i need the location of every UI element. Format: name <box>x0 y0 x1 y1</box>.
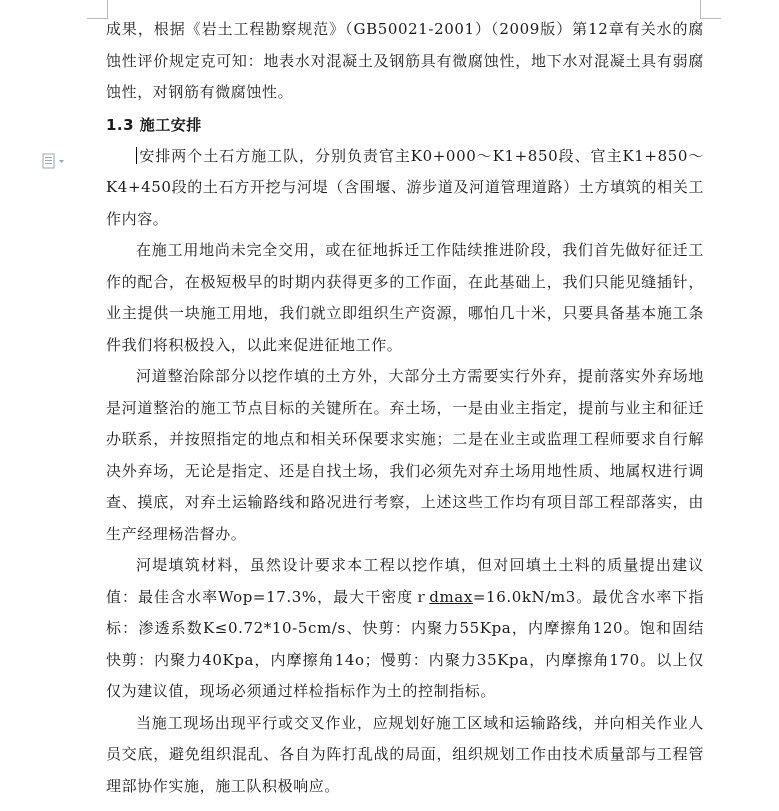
text-cursor <box>136 147 137 164</box>
section-heading: 1.3 施工安排 <box>106 115 202 134</box>
document-body[interactable] <box>106 14 704 802</box>
paragraph-cross-operation: 当施工现场出现平行或交叉作业，应规划好施工区域和运输路线，并向相关作业人员交底，避免组织混乱、各自为阵打乱战的局面，组织规划工作由技术质量部与工程管理部协作实施，施工队积极响应。 <box>106 713 704 795</box>
embankment-text-end: =16.0kN/m3。最优含水率下指标：渗透系数K≤0.72*10-5cm/s、快剪：内聚力55Kpa，内摩擦角120。饱和固结快剪：内聚力40Kpa，内摩擦角14o；慢剪：内聚力35Kpa，内摩擦角170。以上仅仅为建议值，现场必须通过样检指标作为土的控制指标。 <box>106 587 704 700</box>
paragraph-construction-teams-text: 安排两个土石方施工队，分别负责官主K0+000～K1+850段、官主K1+850～K4+450段的土石方开挖与河堤（含围堰、游步道及河道管理道路）土方填筑的相关工作内容。 <box>106 146 704 228</box>
paragraph-land-acquisition: 在施工用地尚未完全交用，或在征地拆迁工作陆续推进阶段，我们首先做好征迁工作的配合，在极短极早的时期内获得更多的工作面，在此基础上，我们只能见缝插针，业主提供一块施工用地，我们就立即组织生产资源，哪怕几十米，只要具备基本施工条件我们将积极投入，以此来促进征地工作。 <box>106 241 704 354</box>
margin-corner-mark-left <box>87 0 108 19</box>
document-options-icon[interactable] <box>42 153 68 169</box>
paragraph-continuation: 成果，根据《岩土工程勘察规范》（GB50021-2001）（2009版）第12章有关水的腐蚀性评价规定克可知：地表水对混凝土及钢筋具有微腐蚀性，地下水对混凝土具有弱腐蚀性，对钢筋有微腐蚀性。 <box>106 20 704 101</box>
paragraph-spoil-site: 河道整治除部分以挖作填的土方外，大部分土方需要实行外弃，提前落实外弃场地是河道整治的施工节点目标的关键所在。弃土场，一是由业主指定，提前与业主和征迁办联系，并按照指定的地点和相关环保要求实施；二是在业主或监理工程师要求自行解决外弃场，无论是指定、还是自找土场，我们必须先对弃土场用地性质、地属权进行调查、摸底，对弃土运输路线和路况进行考察，上述这些工作均有项目部工程部落实，由生产经理杨浩督办。 <box>106 367 704 543</box>
embankment-underlined-term: dmax <box>429 587 473 606</box>
paragraph-construction-teams <box>106 141 704 236</box>
paragraph-embankment-material <box>106 550 704 708</box>
embankment-text-start: 河堤填筑材料，虽然设计要求本工程以挖作填，但对回填土土料的质量提出建议值：最佳含水率Wop=17.3%，最大干密度ｒ <box>106 556 704 606</box>
